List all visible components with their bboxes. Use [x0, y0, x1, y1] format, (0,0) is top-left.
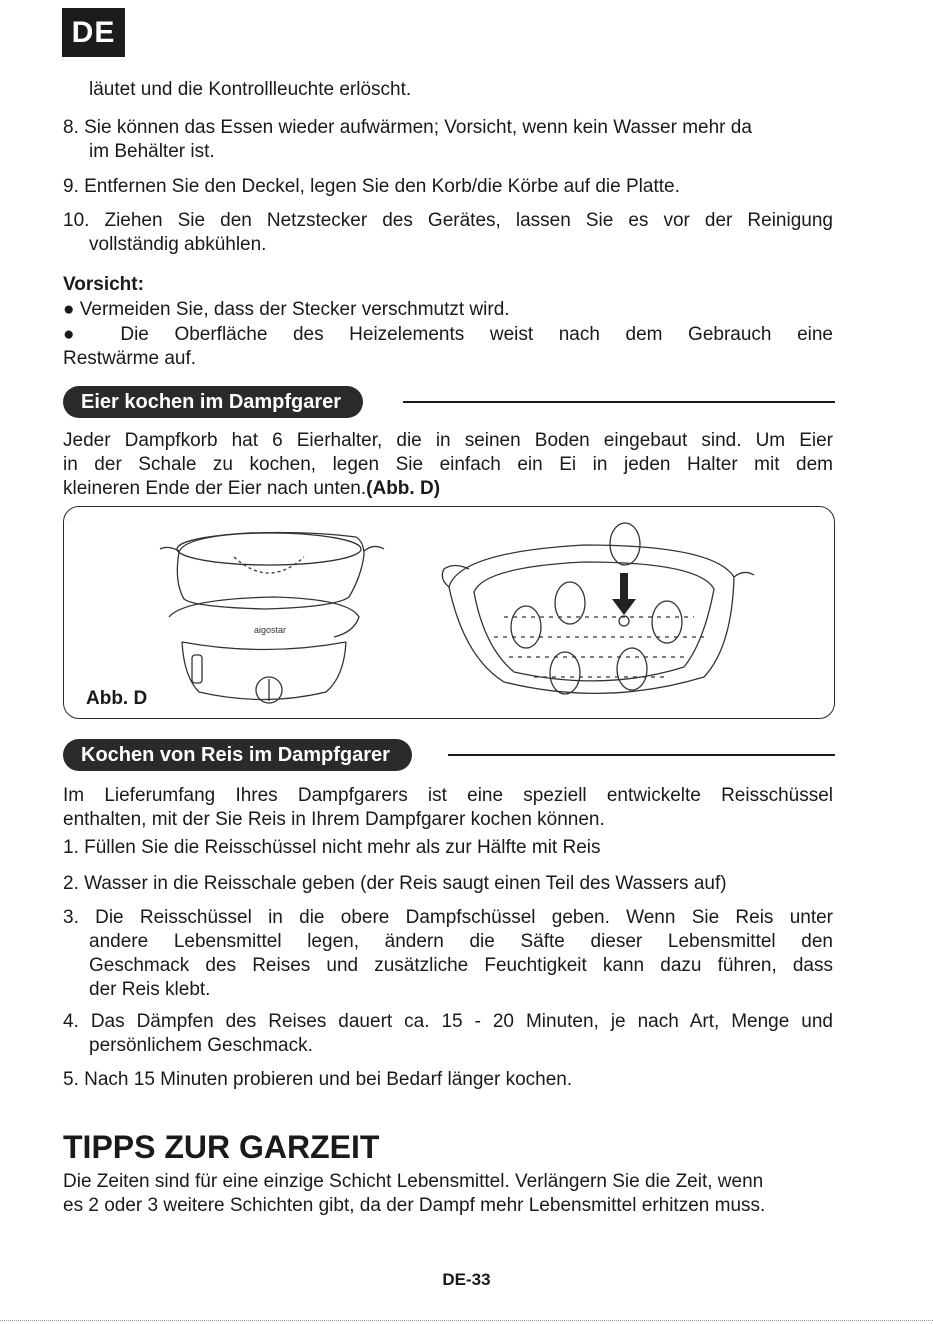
rice-paragraph [63, 784, 833, 832]
steamer-rim [177, 533, 361, 565]
paragraph-continuation: läutet und die Kontrollleuchte erlöscht. [89, 79, 412, 100]
step-9: 9. Entfernen Sie den Deckel, legen Sie den Korb/die Körbe auf die Platte. [63, 176, 680, 197]
page-number: DE-33 [442, 1270, 491, 1289]
section-rule [403, 401, 835, 403]
rice-step-4 [63, 1010, 833, 1058]
basket-holes [494, 617, 704, 677]
rice-step-3-line4: der Reis klebt. [89, 979, 211, 1000]
rice-step-4-line2: persönlichem Geschmack. [89, 1035, 313, 1056]
steamer-base [182, 642, 346, 700]
section-title-eggs: Eier kochen im Dampfgarer [63, 386, 363, 418]
step-10-line1: 10. Ziehen Sie den Netzstecker des Gerätes, lassen Sie es vor der Reinigung [63, 210, 833, 231]
caution-item-2-line2: Restwärme auf. [63, 348, 197, 369]
figure-reference: (Abb. D) [366, 478, 441, 499]
egg-2 [511, 606, 541, 648]
eggs-line3-text: kleineren Ende der Eier nach unten. [63, 478, 367, 499]
eggs-line2: in der Schale zu kochen, legen Sie einfach ein Ei in jeden Halter mit dem [63, 454, 833, 475]
caution-item-2 [63, 323, 833, 371]
eggs-paragraph [63, 429, 833, 501]
section-title-rice: Kochen von Reis im Dampfgarer [63, 739, 412, 771]
basket-inner [474, 562, 714, 681]
tips-line2: es 2 oder 3 weitere Schichten gibt, da der Dampf mehr Lebensmittel erhitzen muss. [63, 1195, 766, 1216]
steamer-window [192, 655, 202, 683]
page-edge-dotted-line [0, 1320, 933, 1321]
section-header-eggs [63, 386, 835, 418]
tips-heading: TIPPS ZUR GARZEIT [63, 1129, 380, 1165]
language-badge: DE [62, 8, 125, 57]
egg-1 [555, 582, 585, 624]
step-8-line1: 8. Sie können das Essen wieder aufwärmen; Vorsicht, wenn kein Wasser mehr da [63, 117, 752, 138]
eggs-line3 [63, 477, 833, 501]
basket-outer [449, 545, 734, 693]
caution-title: Vorsicht: [63, 274, 144, 295]
eggs-line1: Jeder Dampfkorb hat 6 Eierhalter, die in seinen Boden eingebaut sind. Um Eier [63, 430, 833, 451]
rice-step-3-line3: Geschmack des Reises und zusätzliche Feuchtigkeit kann dazu führen, dass [89, 955, 833, 976]
rice-step-1: 1. Füllen Sie die Reisschüssel nicht mehr als zur Hälfte mit Reis [63, 837, 601, 858]
rice-step-2: 2. Wasser in die Reisschale geben (der Reis saugt einen Teil des Wassers auf) [63, 873, 727, 894]
caution-item-2-line1: ● Die Oberfläche des Heizelements weist nach dem Gebrauch eine [63, 324, 833, 345]
rice-line2: enthalten, mit der Sie Reis in Ihrem Dampfgarer kochen können. [63, 809, 605, 830]
caution-item-1: ● Vermeiden Sie, dass der Stecker verschmutzt wird. [63, 299, 510, 320]
tips-line1: Die Zeiten sind für eine einzige Schicht Lebensmittel. Verlängern Sie die Zeit, wenn [63, 1171, 764, 1192]
section-rule [448, 754, 835, 756]
rice-step-3-line2: andere Lebensmittel legen, ändern die Säfte dieser Lebensmittel den [89, 931, 833, 952]
egg-4 [550, 652, 580, 694]
steamer-illustration [64, 507, 833, 717]
figure-d [63, 506, 835, 719]
brand-label: aigostar [254, 625, 287, 635]
basket-handles [442, 566, 754, 588]
step-10 [63, 209, 833, 257]
rice-step-3 [63, 906, 833, 1002]
egg-5 [617, 648, 647, 690]
down-arrow-icon [612, 573, 636, 615]
step-8 [63, 116, 833, 164]
rice-step-4-line1: 4. Das Dämpfen des Reises dauert ca. 15 - 20 Minuten, je nach Art, Menge und [63, 1011, 833, 1032]
step-8-line2: im Behälter ist. [89, 141, 215, 162]
steamer-base-rim [182, 642, 346, 650]
egg-top [610, 523, 640, 565]
rice-step-5: 5. Nach 15 Minuten probieren und bei Bedarf länger kochen. [63, 1069, 573, 1090]
tips-paragraph [63, 1170, 833, 1218]
steamer-handles [160, 546, 384, 551]
rice-line1: Im Lieferumfang Ihres Dampfgarers ist eine speziell entwickelte Reisschüssel [63, 785, 833, 806]
section-header-rice [63, 739, 835, 771]
figure-label: Abb. D [86, 688, 148, 709]
step-10-line2: vollständig abkühlen. [89, 234, 267, 255]
rice-step-3-line1: 3. Die Reisschüssel in die obere Dampfschüssel geben. Wenn Sie Reis unter [63, 907, 833, 928]
